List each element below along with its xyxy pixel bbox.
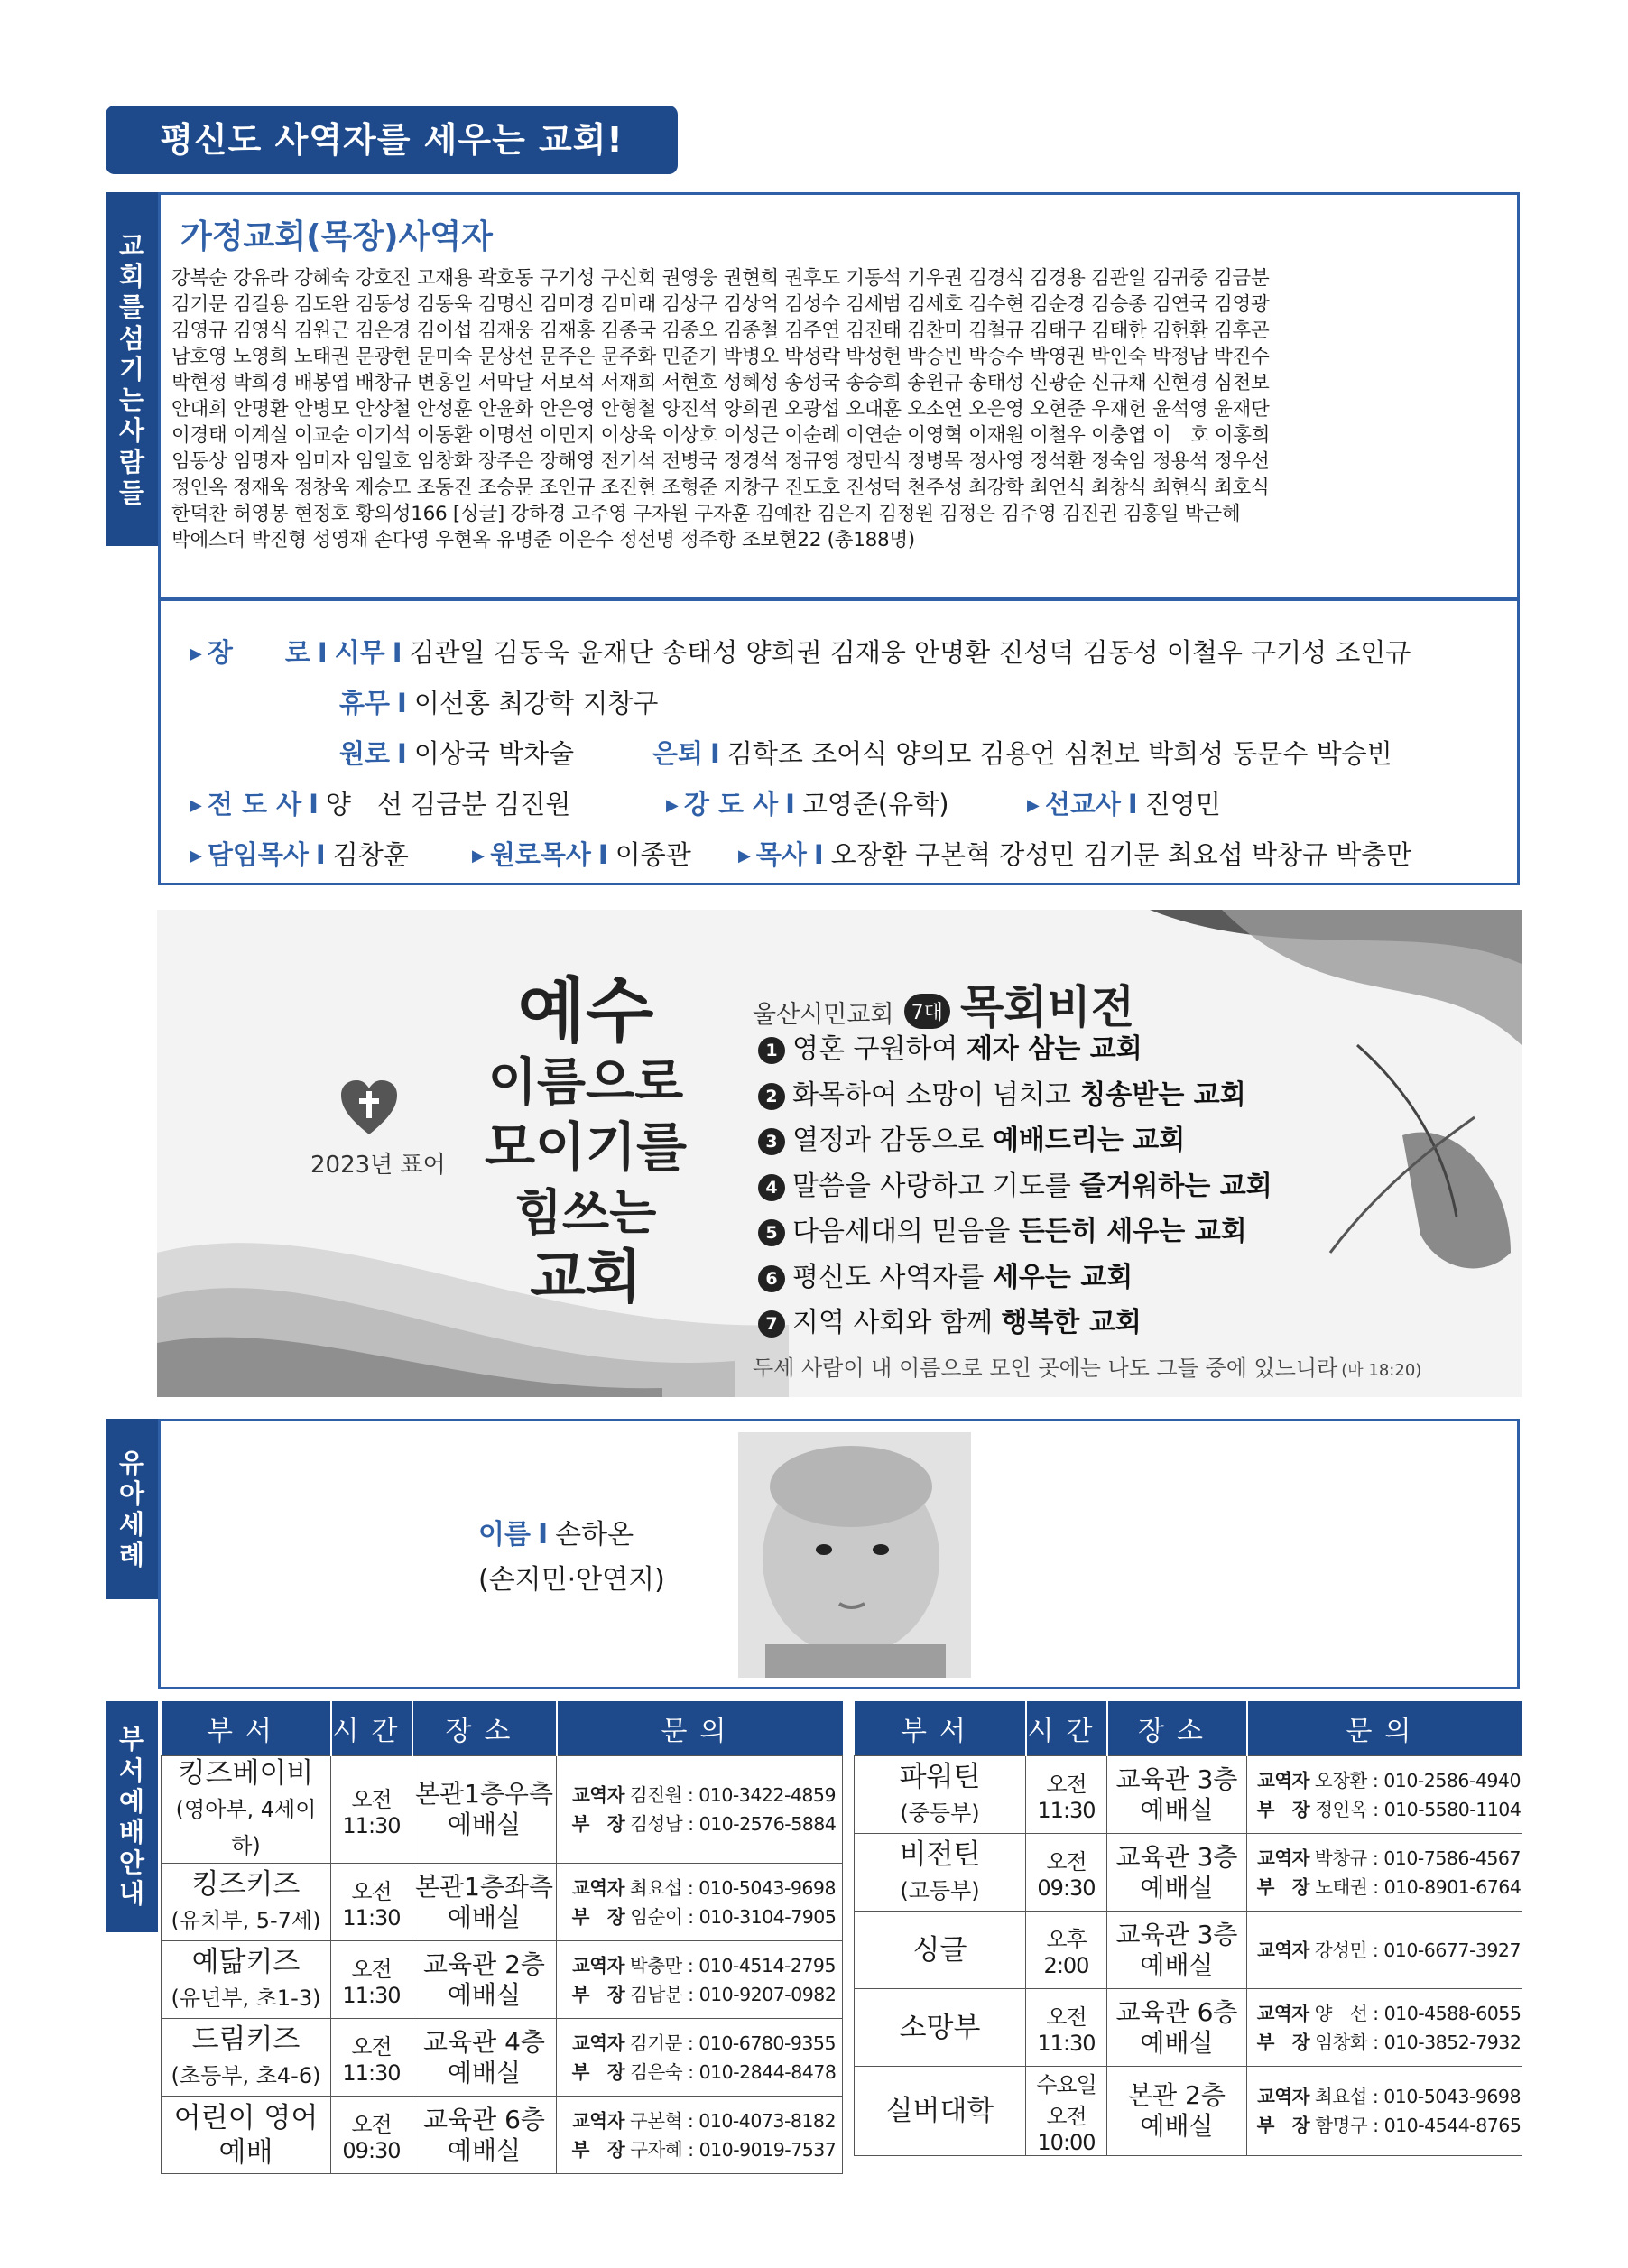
side-tab-char: 아	[118, 1477, 144, 1509]
side-tab-char: 부	[118, 1724, 144, 1755]
dept-cell: 킹즈베이비 (영아부, 4세이하)	[162, 1756, 331, 1864]
page-banner: 평신도 사역자를 세우는 교회!	[106, 106, 678, 174]
place-cell: 교육관 3층 예배실	[1107, 1834, 1247, 1912]
contact-cell: 교역자 김진원 : 010-3422-4859 부 장 김성남 : 010-2576-5884	[557, 1756, 843, 1864]
elders-rest: 이선홍 최강학 지창구	[413, 688, 659, 718]
contact-cell: 교역자 최요섭 : 010-5043-9698 부 장 임순이 : 010-3104-7905	[557, 1864, 843, 1941]
baptism-side-tab	[106, 1419, 158, 1599]
vision-item: 7 지역 사회와 함께 행복한 교회	[758, 1301, 1272, 1347]
header-time: 시간	[1026, 1701, 1107, 1756]
elders-active: 김관일 김동욱 윤재단 송태성 양희권 김재웅 안명환 진성덕 김동성 이철우 구기성 조인규	[409, 637, 1411, 668]
side-tab-char: 는	[118, 384, 144, 416]
vision-item: 5 다음세대의 믿음을 든든히 세우는 교회	[758, 1209, 1272, 1255]
place-cell: 교육관 2층 예배실	[412, 1941, 557, 2019]
dept-cell: 소망부	[855, 1989, 1026, 2067]
header-place: 장소	[1107, 1701, 1247, 1756]
elders-retired: 김학조 조어식 양의모 김용언 심천보 박희성 동문수 박승빈	[726, 738, 1392, 769]
time-cell: 수요일 오전 10:00	[1026, 2067, 1107, 2156]
contact-cell: 교역자 최요섭 : 010-5043-9698 부 장 함명구 : 010-4544-8765	[1247, 2067, 1522, 2156]
table-row	[855, 1834, 1522, 1912]
number-badge-icon: 6	[758, 1265, 785, 1292]
leaders-box	[158, 598, 1520, 885]
time-cell: 오전 09:30	[331, 2097, 412, 2174]
leaders-row-5c: ▶ 목사 I 오장환 구본혁 강성민 김기문 최요섭 박창규 박충만	[738, 839, 1412, 870]
number-badge-icon: 7	[758, 1310, 785, 1338]
vision-item: 4 말씀을 사랑하고 기도를 즐거워하는 교회	[758, 1164, 1272, 1210]
header-dept: 부서	[162, 1701, 331, 1756]
leaders-row-3b: 은퇴 I 김학조 조어식 양의모 김용언 심천보 박희성 동문수 박승빈	[652, 738, 1392, 769]
servers-side-tab	[106, 192, 158, 546]
side-tab-char: 들	[118, 477, 144, 508]
side-tab-char: 배	[118, 1817, 144, 1847]
place-cell: 교육관 3층 예배실	[1107, 1756, 1247, 1834]
time-cell: 오전 11:30	[331, 1864, 412, 1941]
table-row	[855, 1912, 1522, 1989]
place-cell: 교육관 3층 예배실	[1107, 1912, 1247, 1989]
time-cell: 오전 11:30	[331, 1756, 412, 1864]
dept-cell: 싱글	[855, 1912, 1026, 1989]
contact-cell: 교역자 박창규 : 010-7586-4567 부 장 노태권 : 010-8901-6764	[1247, 1834, 1522, 1912]
time-cell: 오전 09:30	[1026, 1834, 1107, 1912]
table-row	[855, 1756, 1522, 1834]
triangle-icon: ▶	[738, 847, 751, 866]
triangle-icon: ▶	[190, 644, 202, 663]
table-row	[855, 1989, 1522, 2067]
place-cell: 본관1층우측 예배실	[412, 1756, 557, 1864]
elders-emeritus: 이상국 박차술	[413, 738, 575, 769]
number-badge-icon: 2	[758, 1083, 785, 1110]
leaders-row-4b: ▶ 강 도 사 I 고영준(유학)	[666, 789, 949, 819]
baby-photo	[738, 1432, 971, 1678]
time-cell: 오전 11:30	[331, 2019, 412, 2097]
time-cell: 오전 11:30	[331, 1941, 412, 2019]
baptism-name-line: 이름 I 손하온	[478, 1519, 634, 1551]
place-cell: 본관 2층 예배실	[1107, 2067, 1247, 2156]
dept-cell: 예닮키즈 (유년부, 초1-3)	[162, 1941, 331, 2019]
side-tab-char: 서	[118, 1754, 144, 1786]
number-badge-icon: 1	[758, 1037, 785, 1064]
side-tab-char: 세	[118, 1509, 144, 1540]
leaders-row-1: ▶ 장 로 I 시무 I 김관일 김동욱 윤재단 송태성 양희권 김재웅 안명환 진성덕 김동성 이철우 구기성 조인규	[190, 637, 1411, 668]
side-tab-char: 기	[118, 353, 144, 384]
side-tab-char: 섬	[118, 322, 144, 354]
heart-cross-icon	[338, 1077, 401, 1140]
number-badge-icon: 3	[758, 1128, 785, 1155]
triangle-icon: ▶	[1027, 796, 1040, 815]
header-contact: 문의	[557, 1701, 843, 1756]
side-tab-char: 례	[118, 1540, 144, 1571]
leaders-row-4: ▶ 전 도 사 I 양 선 김금분 김진원	[190, 789, 571, 819]
place-cell: 교육관 6층 예배실	[1107, 1989, 1247, 2067]
leaders-row-5b: ▶ 원로목사 I 이종관	[472, 839, 691, 870]
side-tab-char: 를	[118, 292, 144, 323]
dept-cell: 어린이 영어예배	[162, 2097, 331, 2174]
place-cell: 교육관 6층 예배실	[412, 2097, 557, 2174]
time-cell: 오후 2:00	[1026, 1912, 1107, 1989]
leaders-row-5: ▶ 담임목사 I 김창훈	[190, 839, 409, 870]
dept-cell: 킹즈키즈 (유치부, 5-7세)	[162, 1864, 331, 1941]
baptism-box	[158, 1419, 1520, 1689]
number-badge-icon: 5	[758, 1219, 785, 1246]
table-row	[162, 2097, 843, 2174]
triangle-icon: ▶	[190, 847, 202, 866]
header-contact: 문의	[1247, 1701, 1522, 1756]
table-row	[162, 2019, 843, 2097]
leaders-row-4c: ▶ 선교사 I 진영민	[1027, 789, 1221, 819]
side-tab-char: 람	[118, 446, 144, 477]
worship-side-tab	[106, 1701, 158, 1932]
number-badge-icon: 4	[758, 1174, 785, 1201]
dept-cell: 파워틴 (중등부)	[855, 1756, 1026, 1834]
vision-item: 2 화목하여 소망이 넘치고 칭송받는 교회	[758, 1073, 1272, 1119]
servers-names: 강복순 강유라 강혜숙 강호진 고재용 곽호동 구기성 구신회 권영웅 권현희 권후도 기동석 기우권 김경식 김경용 김관일 김귀중 김금분 김기문 김길용 김도완 김동성 김동욱 김명신 김미경 김미래 김상구 김상억 김성수 김세범 김세호 김수현 김순경 김승종 김연국 김영광 김영규 김영식 김원근 김은경 김이섭 김재웅 김재홍 김종국 김종오 김종철 김주연 김진태 김찬미 김철규 김태구 김태한 김헌환 김후곤 남호영 노영희 노태권 문광현 문미숙 문상선 문주은 문주화 민준기 박병오 박성락 박성헌 박승빈 박승수 박영권 박인숙 박정남 박진수 박현정 박희경 배봉엽 배창규 변홍일 서막달 서보석 서재희 서현호 성혜성 송성국 송승희 송원규 송태성 신광순 신규채 신현경 심천보 안대희 안명환 안병모 안상철 안성훈 안윤화 안은영 안형철 양진석 양희권 오광섭 오대훈 오소연 오은영 오현준 우재헌 윤석영 윤재단 이경태 이계실 이교순 이기석 이동환 이명선 이민지 이상욱 이상호 이성근 이순례 이연순 이영혁 이재원 이철우 이충엽 이 호 이홍희 임동상 임명자 임미자 임일호 임창화 장주은 장해영 전기석 전병국 정경석 정규영 정만식 정병목 정사영 정석환 정숙임 정용석 정우선 정인옥 정재욱 정창욱 제승모 조동진 조승문 조인규 조진현 조형준 지창구 진도호 진성덕 천주성 최강학 최언식 최창식 최현식 최호식 한덕찬 허영봉 현정호 황의성166 [싱글] 강하경 고주영 구자원 구자훈 김예찬 김은지 김정원 김정은 김주영 김진권 김홍일 박근혜 박에스더 박진형 성영재 손다영 우현옥 유명준 이은수 정선명 정주항 조보현22 (총188명)	[171, 267, 1271, 551]
dept-cell: 드림키즈 (초등부, 초4-6)	[162, 2019, 331, 2097]
triangle-icon: ▶	[472, 847, 485, 866]
time-cell: 오전 11:30	[1026, 1989, 1107, 2067]
contact-cell: 교역자 구본혁 : 010-4073-8182 부 장 구자혜 : 010-9019-7537	[557, 2097, 843, 2174]
side-tab-char: 안	[118, 1847, 144, 1879]
table-row	[162, 1941, 843, 2019]
baptism-parents: (손지민·안연지)	[478, 1564, 665, 1596]
worship-table-right	[854, 1701, 1522, 2156]
vision-item: 6 평신도 사역자를 세우는 교회	[758, 1255, 1272, 1301]
leaders-row-2: 휴무 I 이선홍 최강학 지창구	[339, 688, 659, 718]
motto-calligraphy: 예수 이름으로 모이기를 힘쓰는 교회	[484, 970, 688, 1311]
contact-cell: 교역자 박충만 : 010-4514-2795 부 장 김남분 : 010-9207-0982	[557, 1941, 843, 2019]
header-dept: 부서	[855, 1701, 1026, 1756]
vision-graphic	[157, 910, 1522, 1397]
vision-list	[758, 1027, 1272, 1347]
vision-verse: 두세 사람이 내 이름으로 모인 곳에는 나도 그들 중에 있느니라 (마 18:20)	[753, 1356, 1422, 1381]
vision-item: 1 영혼 구원하여 제자 삼는 교회	[758, 1027, 1272, 1073]
baptism-name: 손하온	[555, 1519, 634, 1551]
side-tab-char: 교	[118, 230, 144, 262]
header-place: 장소	[412, 1701, 557, 1756]
servers-box	[158, 192, 1520, 600]
table-row	[855, 2067, 1522, 2156]
baby-portrait-image	[738, 1432, 971, 1678]
dept-cell: 비전틴 (고등부)	[855, 1834, 1026, 1912]
worship-table-left	[161, 1701, 843, 2174]
side-tab-char: 회	[118, 261, 144, 292]
servers-title: 가정교회(목장)사역자	[180, 218, 493, 255]
place-cell: 본관1층좌측 예배실	[412, 1864, 557, 1941]
table-row	[162, 1756, 843, 1864]
header-time: 시간	[331, 1701, 412, 1756]
contact-cell: 교역자 오장환 : 010-2586-4940 부 장 정인옥 : 010-5580-1104	[1247, 1756, 1522, 1834]
triangle-icon: ▶	[666, 796, 679, 815]
triangle-icon: ▶	[190, 796, 202, 815]
contact-cell: 교역자 강성민 : 010-6677-3927	[1247, 1912, 1522, 1989]
side-tab-char: 사	[118, 415, 144, 447]
contact-cell: 교역자 김기문 : 010-6780-9355 부 장 김은숙 : 010-2844-8478	[557, 2019, 843, 2097]
badge-7: 7대	[904, 994, 950, 1029]
leaders-row-3: 원로 I 이상국 박차술	[339, 738, 575, 769]
time-cell: 오전 11:30	[1026, 1756, 1107, 1834]
year-label: 2023년 표어	[310, 1152, 446, 1179]
table-row	[162, 1864, 843, 1941]
vision-header: 울산시민교회 7대 목회비전	[753, 980, 1135, 1033]
side-tab-char: 유	[118, 1447, 144, 1478]
contact-cell: 교역자 양 선 : 010-4588-6055 부 장 임창화 : 010-3852-7932	[1247, 1989, 1522, 2067]
place-cell: 교육관 4층 예배실	[412, 2019, 557, 2097]
side-tab-char: 내	[118, 1878, 144, 1910]
dept-cell: 실버대학	[855, 2067, 1026, 2156]
vision-item: 3 열정과 감동으로 예배드리는 교회	[758, 1118, 1272, 1164]
side-tab-char: 예	[118, 1785, 144, 1817]
